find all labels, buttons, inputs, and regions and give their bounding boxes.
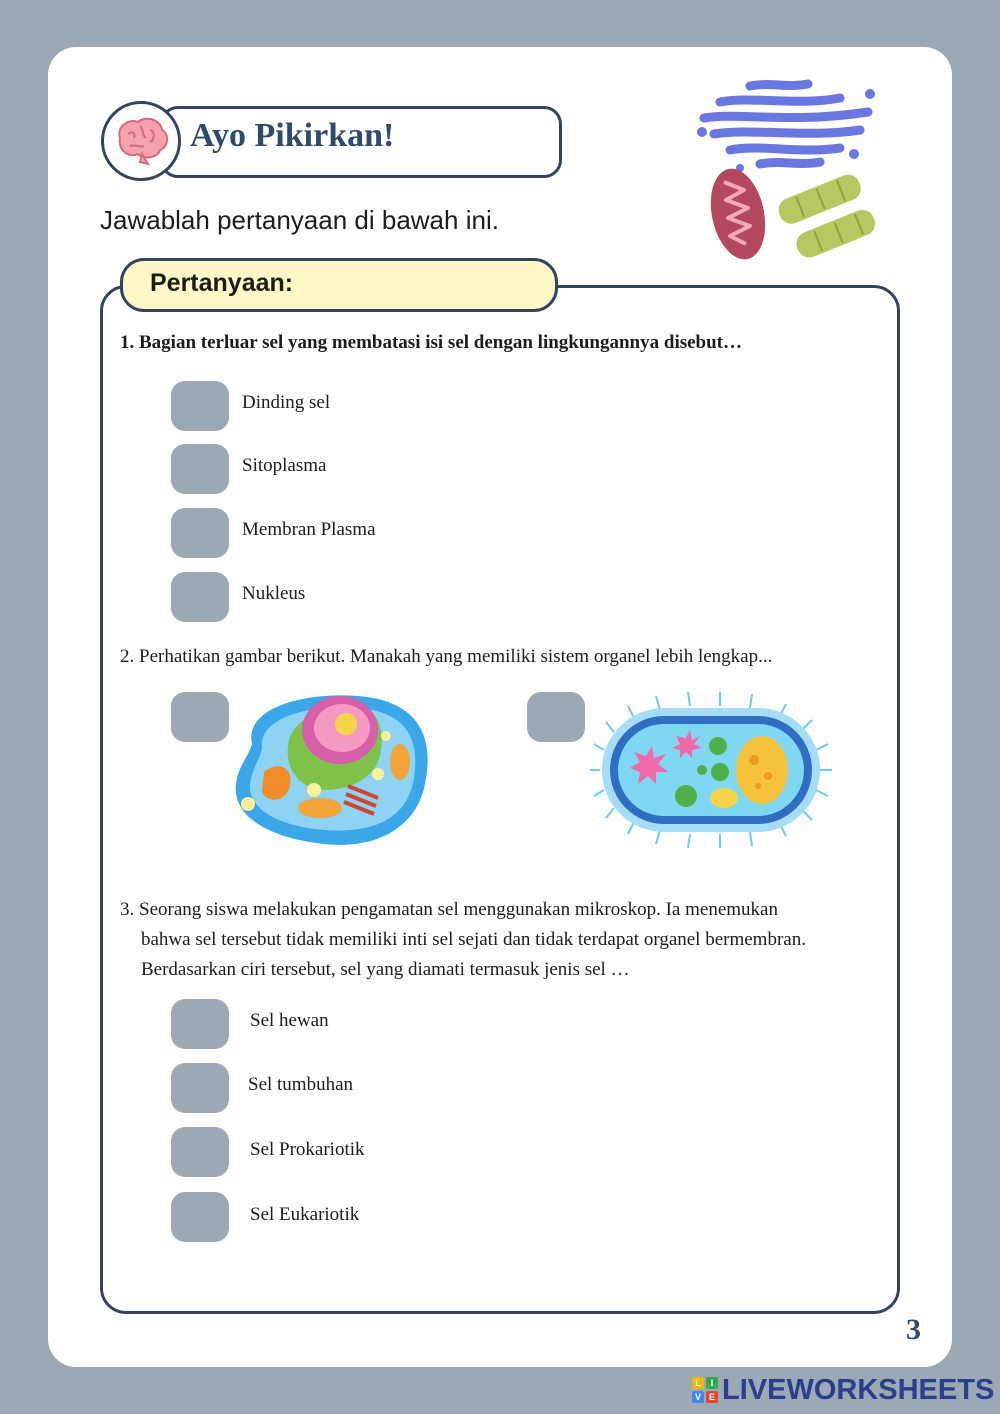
page-title: Ayo Pikirkan! <box>190 117 395 154</box>
q1-answer-box-3[interactable] <box>171 508 229 558</box>
q1-option-3: Membran Plasma <box>242 519 376 540</box>
instruction-text: Jawablah pertanyaan di bawah ini. <box>100 205 499 235</box>
bacteria-cell-image <box>590 690 832 850</box>
q3-option-2: Sel tumbuhan <box>248 1074 354 1095</box>
brand-letter-l: L <box>692 1377 704 1389</box>
q1-option-1: Dinding sel <box>242 392 331 413</box>
questions-tab-label: Pertanyaan: <box>150 269 294 297</box>
q3-option-3: Sel Prokariotik <box>250 1139 365 1160</box>
q1-answer-box-1[interactable] <box>171 381 229 431</box>
question-1-text: 1. Bagian terluar sel yang membatasi isi sel dengan lingkungannya disebut… <box>120 332 743 353</box>
q1-option-4: Nukleus <box>242 583 306 604</box>
q3-answer-box-2[interactable] <box>171 1063 229 1113</box>
question-3-line-2: bahwa sel tersebut tidak memiliki inti sel sejati dan tidak terdapat organel bermembran. <box>141 929 806 950</box>
q1-option-2: Sitoplasma <box>242 455 327 476</box>
brand-name: LIVEWORKSHEETS <box>722 1374 995 1406</box>
q2-answer-box-2[interactable] <box>527 692 585 742</box>
liveworksheets-logo[interactable] <box>692 1374 994 1406</box>
brand-letter-v: V <box>692 1391 704 1403</box>
q2-answer-box-1[interactable] <box>171 692 229 742</box>
organelle-illustration <box>690 72 890 272</box>
question-3-line-1: 3. Seorang siswa melakukan pengamatan sel menggunakan mikroskop. Ia menemukan <box>120 899 778 920</box>
question-2-text: 2. Perhatikan gambar berikut. Manakah yang memiliki sistem organel lebih lengkap... <box>120 646 773 667</box>
brain-icon <box>104 104 178 178</box>
animal-cell-image <box>228 686 434 856</box>
q3-answer-box-1[interactable] <box>171 999 229 1049</box>
q3-answer-box-3[interactable] <box>171 1127 229 1177</box>
q1-answer-box-4[interactable] <box>171 572 229 622</box>
brand-letter-i: I <box>706 1377 718 1389</box>
question-3-line-3: Berdasarkan ciri tersebut, sel yang diamati termasuk jenis sel … <box>141 959 630 980</box>
brand-letter-e: E <box>706 1391 718 1403</box>
question-3-text <box>120 895 890 985</box>
page-number: 3 <box>906 1313 921 1346</box>
q3-answer-box-4[interactable] <box>171 1192 229 1242</box>
title-icon-circle <box>101 101 181 181</box>
q1-answer-box-2[interactable] <box>171 444 229 494</box>
brand-icon <box>692 1377 718 1403</box>
q3-option-4: Sel Eukariotik <box>250 1204 360 1225</box>
q3-option-1: Sel hewan <box>250 1010 329 1031</box>
